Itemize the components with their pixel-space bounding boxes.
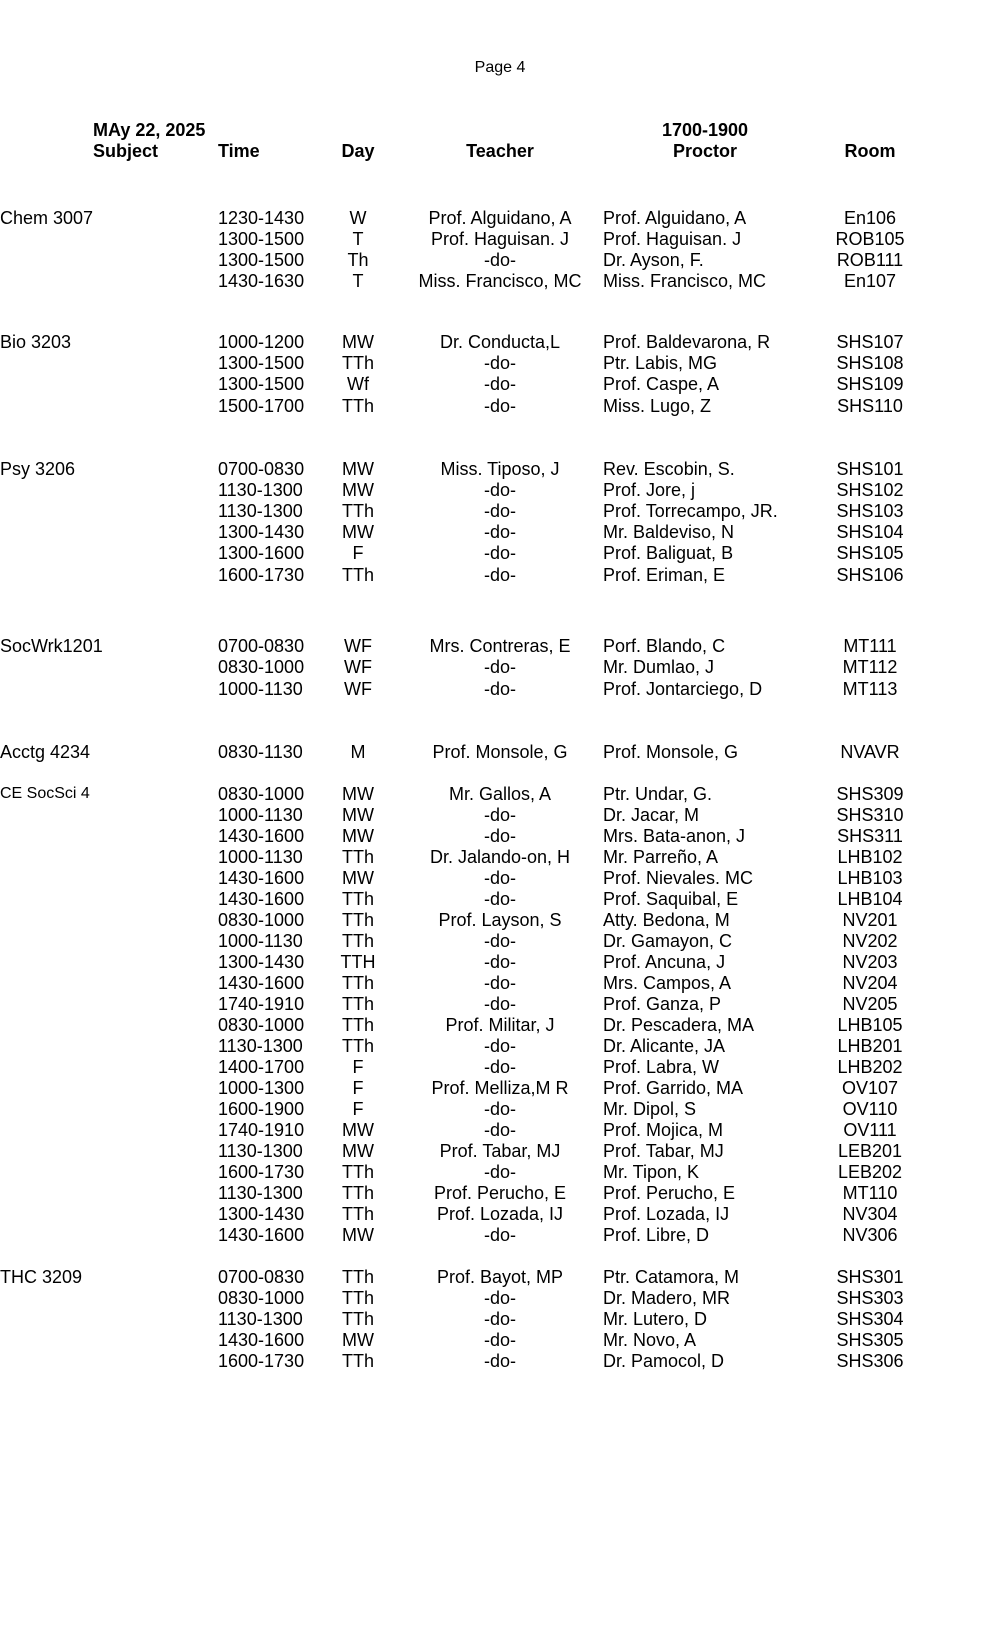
proctor-cell: Miss. Francisco, MC (603, 271, 767, 291)
table-row (0, 1182, 1000, 1204)
day-cell: TTh (341, 910, 374, 930)
time-cell: 1600-1900 (218, 1099, 305, 1119)
time-cell: 1300-1430 (218, 522, 305, 542)
column-header-proctor: Proctor (672, 141, 737, 161)
time-cell: 1430-1600 (218, 1330, 305, 1350)
room-cell: OV111 (843, 1120, 897, 1140)
day-cell: W (349, 208, 367, 228)
time-cell: 1740-1910 (218, 994, 305, 1014)
table-row (0, 867, 1000, 889)
day-cell: Wf (347, 374, 369, 394)
day-cell: MW (342, 784, 374, 804)
table-row (0, 542, 1000, 564)
day-cell: WF (344, 636, 372, 656)
table-row (0, 909, 1000, 931)
schedule-date: MAy 22, 2025 (93, 120, 206, 140)
proctor-cell: Prof. Eriman, E (603, 565, 726, 585)
day-cell: MW (342, 332, 374, 352)
room-cell: LEB202 (837, 1162, 903, 1182)
teacher-cell: -do- (483, 1036, 516, 1056)
day-cell: F (352, 1057, 364, 1077)
teacher-cell: Mrs. Contreras, E (429, 636, 571, 656)
teacher-cell: -do- (483, 931, 516, 951)
table-row (0, 993, 1000, 1015)
teacher-cell: -do- (483, 1288, 516, 1308)
room-cell: SHS103 (836, 501, 904, 521)
day-cell: TTh (341, 396, 374, 416)
teacher-cell: -do- (483, 1057, 516, 1077)
room-cell: SHS107 (836, 332, 904, 352)
time-cell: 1000-1130 (218, 847, 303, 867)
room-cell: NV205 (842, 994, 898, 1014)
teacher-cell: -do- (483, 1225, 516, 1245)
day-cell: TTh (341, 1351, 374, 1371)
time-cell: 1130-1300 (218, 1183, 303, 1203)
room-cell: NV306 (842, 1225, 898, 1245)
teacher-cell: Miss. Francisco, MC (418, 271, 582, 291)
teacher-cell: -do- (483, 994, 516, 1014)
room-cell: LHB103 (837, 868, 903, 888)
room-cell: SHS104 (836, 522, 904, 542)
table-row (0, 678, 1000, 700)
table-row (0, 500, 1000, 522)
teacher-cell: Dr. Conducta,L (439, 332, 561, 352)
room-cell: NVAVR (840, 742, 900, 762)
proctor-cell: Prof. Ganza, P (603, 994, 722, 1014)
proctor-cell: Prof. Torrecampo, JR. (603, 501, 778, 521)
time-cell: 1130-1300 (218, 501, 303, 521)
time-cell: 0830-1130 (218, 742, 303, 762)
room-cell: SHS311 (837, 826, 903, 846)
proctor-cell: Mrs. Campos, A (603, 973, 732, 993)
column-header-room: Room (844, 141, 896, 161)
table-row (0, 972, 1000, 994)
time-cell: 1600-1730 (218, 1351, 305, 1371)
room-cell: SHS108 (836, 353, 904, 373)
teacher-cell: Miss. Tiposo, J (440, 459, 560, 479)
time-cell: 1000-1130 (218, 805, 303, 825)
teacher-cell: -do- (483, 1120, 516, 1140)
time-cell: 1500-1700 (218, 396, 305, 416)
day-cell: MW (342, 868, 374, 888)
proctor-cell: Prof. Perucho, E (603, 1183, 736, 1203)
day-cell: MW (342, 1120, 374, 1140)
page-number: Page 4 (474, 59, 526, 76)
room-cell: LHB201 (837, 1036, 903, 1056)
proctor-cell: Mr. Dipol, S (603, 1099, 697, 1119)
table-row (0, 228, 1000, 250)
proctor-cell: Ptr. Labis, MG (603, 353, 718, 373)
table-row (0, 1056, 1000, 1078)
room-cell: SHS102 (836, 480, 904, 500)
room-cell: SHS105 (836, 543, 904, 563)
time-cell: 1000-1300 (218, 1078, 305, 1098)
time-cell: 1300-1500 (218, 229, 305, 249)
table-row (0, 1350, 1000, 1372)
proctor-cell: Prof. Jore, j (603, 480, 696, 500)
time-cell: 1300-1430 (218, 1204, 305, 1224)
table-row (0, 352, 1000, 374)
proctor-cell: Prof. Libre, D (603, 1225, 710, 1245)
teacher-cell: Dr. Jalando-on, H (429, 847, 571, 867)
proctor-cell: Rev. Escobin, S. (603, 459, 735, 479)
room-cell: OV107 (841, 1078, 899, 1098)
time-cell: 1430-1630 (218, 271, 305, 291)
day-cell: TTh (341, 889, 374, 909)
day-cell: TTh (341, 1309, 374, 1329)
day-cell: TTh (341, 1267, 374, 1287)
day-cell: F (352, 543, 364, 563)
day-cell: TTH (340, 952, 376, 972)
teacher-cell: -do- (483, 353, 516, 373)
table-row (0, 249, 1000, 271)
teacher-cell: -do- (483, 480, 516, 500)
subject-cell: Psy 3206 (0, 459, 76, 479)
table-row (0, 1161, 1000, 1183)
proctor-cell: Dr. Gamayon, C (603, 931, 733, 951)
time-cell: 1600-1730 (218, 1162, 305, 1182)
room-cell: SHS110 (837, 396, 903, 416)
time-cell: 1300-1500 (218, 250, 305, 270)
day-cell: TTh (341, 1162, 374, 1182)
time-cell: 0700-0830 (218, 1267, 305, 1287)
room-cell: LEB201 (837, 1141, 903, 1161)
column-header-day: Day (341, 141, 375, 161)
day-cell: TTh (341, 1288, 374, 1308)
proctor-cell: Mr. Dumlao, J (603, 657, 715, 677)
table-row (0, 1035, 1000, 1057)
proctor-cell: Prof. Baldevarona, R (603, 332, 771, 352)
teacher-cell: -do- (483, 1162, 516, 1182)
day-cell: TTh (341, 847, 374, 867)
day-cell: MW (342, 1225, 374, 1245)
room-cell: LHB202 (837, 1057, 903, 1077)
proctor-cell: Mrs. Bata-anon, J (603, 826, 746, 846)
room-cell: ROB105 (835, 229, 905, 249)
table-row (0, 1098, 1000, 1120)
day-cell: TTh (341, 1183, 374, 1203)
proctor-cell: Prof. Mojica, M (603, 1120, 724, 1140)
time-cell: 1000-1130 (218, 679, 303, 699)
table-row (0, 930, 1000, 952)
proctor-cell: Prof. Monsole, G (603, 742, 739, 762)
time-cell: 1130-1300 (218, 1309, 303, 1329)
room-cell: SHS303 (836, 1288, 904, 1308)
teacher-cell: Mr. Gallos, A (448, 784, 552, 804)
room-cell: SHS310 (836, 805, 904, 825)
room-cell: MT111 (843, 636, 897, 656)
day-cell: TTh (341, 565, 374, 585)
proctor-cell: Prof. Nievales. MC (603, 868, 754, 888)
room-cell: SHS101 (836, 459, 904, 479)
teacher-cell: -do- (483, 889, 516, 909)
proctor-cell: Prof. Tabar, MJ (603, 1141, 724, 1161)
table-row (0, 270, 1000, 292)
time-cell: 1300-1500 (218, 374, 305, 394)
time-cell: 1300-1500 (218, 353, 305, 373)
room-cell: NV202 (842, 931, 898, 951)
time-cell: 0830-1000 (218, 1015, 305, 1035)
table-row (0, 207, 1000, 229)
table-row (0, 1224, 1000, 1246)
proctor-cell: Dr. Ayson, F. (603, 250, 704, 270)
proctor-cell: Prof. Garrido, MA (603, 1078, 744, 1098)
table-row (0, 1287, 1000, 1309)
day-cell: MW (342, 480, 374, 500)
proctor-cell: Miss. Lugo, Z (603, 396, 712, 416)
table-row (0, 741, 1000, 763)
day-cell: F (352, 1099, 364, 1119)
teacher-cell: Prof. Layson, S (438, 910, 562, 930)
time-cell: 1600-1730 (218, 565, 305, 585)
time-cell: 0830-1000 (218, 910, 305, 930)
time-cell: 1230-1430 (218, 208, 305, 228)
table-row (0, 1014, 1000, 1036)
time-cell: 1400-1700 (218, 1057, 305, 1077)
room-cell: LHB104 (837, 889, 903, 909)
proctor-cell: Ptr. Undar, G. (603, 784, 713, 804)
proctor-cell: Prof. Caspe, A (603, 374, 720, 394)
proctor-cell: Dr. Alicante, JA (603, 1036, 726, 1056)
teacher-cell: Prof. Perucho, E (433, 1183, 567, 1203)
proctor-cell: Ptr. Catamora, M (603, 1267, 740, 1287)
teacher-cell: Prof. Bayot, MP (436, 1267, 564, 1287)
table-row (0, 888, 1000, 910)
table-row (0, 1266, 1000, 1288)
time-cell: 0700-0830 (218, 636, 305, 656)
room-cell: NV201 (842, 910, 898, 930)
room-cell: LHB102 (837, 847, 903, 867)
proctor-cell: Mr. Parreño, A (603, 847, 719, 867)
room-cell: OV110 (842, 1099, 898, 1119)
teacher-cell: -do- (483, 952, 516, 972)
proctor-cell: Dr. Pamocol, D (603, 1351, 725, 1371)
table-row (0, 1119, 1000, 1141)
teacher-cell: -do- (483, 250, 516, 270)
time-cell: 1430-1600 (218, 973, 305, 993)
time-cell: 0830-1000 (218, 657, 305, 677)
teacher-cell: Prof. Lozada, IJ (436, 1204, 564, 1224)
table-row (0, 635, 1000, 657)
day-cell: WF (344, 657, 372, 677)
time-cell: 1000-1200 (218, 332, 305, 352)
room-cell: SHS109 (836, 374, 904, 394)
table-row (0, 1308, 1000, 1330)
teacher-cell: Prof. Militar, J (445, 1015, 555, 1035)
room-cell: SHS309 (836, 784, 904, 804)
time-cell: 1430-1600 (218, 868, 305, 888)
proctor-cell: Mr. Lutero, D (603, 1309, 708, 1329)
table-row (0, 1140, 1000, 1162)
room-cell: MT112 (842, 657, 898, 677)
schedule-period: 1700-1900 (661, 120, 749, 140)
room-cell: En107 (843, 271, 897, 291)
subject-cell: Bio 3203 (0, 332, 72, 352)
table-row (0, 1077, 1000, 1099)
table-row (0, 479, 1000, 501)
day-cell: TTh (341, 994, 374, 1014)
proctor-cell: Prof. Alguidano, A (603, 208, 747, 228)
teacher-cell: Prof. Haguisan. J (430, 229, 570, 249)
day-cell: M (350, 742, 366, 762)
proctor-cell: Dr. Pescadera, MA (603, 1015, 755, 1035)
teacher-cell: -do- (483, 868, 516, 888)
room-cell: NV304 (842, 1204, 898, 1224)
time-cell: 0830-1000 (218, 1288, 305, 1308)
subject-cell: CE SocSci 4 (0, 785, 90, 802)
room-cell: NV204 (842, 973, 898, 993)
proctor-cell: Atty. Bedona, M (603, 910, 730, 930)
teacher-cell: -do- (483, 805, 516, 825)
teacher-cell: -do- (483, 826, 516, 846)
day-cell: TTh (341, 501, 374, 521)
table-row (0, 521, 1000, 543)
table-row (0, 458, 1000, 480)
room-cell: ROB111 (836, 250, 904, 270)
table-row (0, 846, 1000, 868)
room-cell: NV203 (842, 952, 898, 972)
proctor-cell: Prof. Ancuna, J (603, 952, 726, 972)
teacher-cell: Prof. Monsole, G (432, 742, 568, 762)
day-cell: T (352, 271, 364, 291)
day-cell: MW (342, 826, 374, 846)
day-cell: TTh (341, 1204, 374, 1224)
subject-cell: SocWrk1201 (0, 636, 103, 656)
teacher-cell: Prof. Alguidano, A (428, 208, 572, 228)
proctor-cell: Mr. Baldeviso, N (603, 522, 735, 542)
table-row (0, 331, 1000, 353)
subject-cell: Chem 3007 (0, 208, 94, 228)
teacher-cell: Prof. Melliza,M R (431, 1078, 569, 1098)
teacher-cell: -do- (483, 522, 516, 542)
teacher-cell: Prof. Tabar, MJ (439, 1141, 561, 1161)
teacher-cell: -do- (483, 501, 516, 521)
day-cell: TTh (341, 1036, 374, 1056)
time-cell: 1000-1130 (218, 931, 303, 951)
table-row (0, 825, 1000, 847)
day-cell: MW (342, 522, 374, 542)
teacher-cell: -do- (483, 973, 516, 993)
time-cell: 1300-1600 (218, 543, 305, 563)
proctor-cell: Dr. Jacar, M (603, 805, 700, 825)
time-cell: 1130-1300 (218, 1036, 303, 1056)
proctor-cell: Prof. Haguisan. J (603, 229, 742, 249)
day-cell: MW (342, 459, 374, 479)
table-row (0, 783, 1000, 805)
table-row (0, 656, 1000, 678)
day-cell: Th (347, 250, 369, 270)
teacher-cell: -do- (483, 1309, 516, 1329)
column-header-teacher: Teacher (466, 141, 534, 161)
teacher-cell: -do- (483, 374, 516, 394)
day-cell: T (352, 229, 364, 249)
proctor-cell: Porf. Blando, C (603, 636, 726, 656)
time-cell: 0830-1000 (218, 784, 305, 804)
time-cell: 1430-1600 (218, 889, 305, 909)
room-cell: SHS301 (836, 1267, 904, 1287)
teacher-cell: -do- (483, 543, 516, 563)
proctor-cell: Mr. Novo, A (603, 1330, 697, 1350)
day-cell: MW (342, 1141, 374, 1161)
table-row (0, 804, 1000, 826)
proctor-cell: Mr. Tipon, K (603, 1162, 700, 1182)
room-cell: LHB105 (837, 1015, 903, 1035)
room-cell: MT110 (842, 1183, 898, 1203)
proctor-cell: Prof. Baliguat, B (603, 543, 734, 563)
room-cell: SHS106 (836, 565, 904, 585)
time-cell: 0700-0830 (218, 459, 305, 479)
proctor-cell: Dr. Madero, MR (603, 1288, 731, 1308)
day-cell: TTh (341, 1015, 374, 1035)
time-cell: 1130-1300 (218, 1141, 303, 1161)
proctor-cell: Prof. Lozada, IJ (603, 1204, 730, 1224)
time-cell: 1130-1300 (218, 480, 303, 500)
teacher-cell: -do- (483, 1330, 516, 1350)
proctor-cell: Prof. Jontarciego, D (603, 679, 763, 699)
room-cell: En106 (843, 208, 897, 228)
day-cell: TTh (341, 931, 374, 951)
teacher-cell: -do- (483, 679, 516, 699)
day-cell: TTh (341, 973, 374, 993)
table-row (0, 373, 1000, 395)
room-cell: SHS304 (836, 1309, 904, 1329)
table-row (0, 564, 1000, 586)
proctor-cell: Prof. Labra, W (603, 1057, 720, 1077)
teacher-cell: -do- (483, 565, 516, 585)
column-header-time: Time (218, 141, 260, 161)
table-row (0, 1329, 1000, 1351)
subject-cell: Acctg 4234 (0, 742, 91, 762)
subject-cell: THC 3209 (0, 1267, 83, 1287)
teacher-cell: -do- (483, 1351, 516, 1371)
day-cell: TTh (341, 353, 374, 373)
table-row (0, 1203, 1000, 1225)
table-row (0, 951, 1000, 973)
room-cell: SHS305 (836, 1330, 904, 1350)
time-cell: 1300-1430 (218, 952, 305, 972)
room-cell: SHS306 (836, 1351, 904, 1371)
teacher-cell: -do- (483, 1099, 516, 1119)
day-cell: F (352, 1078, 364, 1098)
time-cell: 1430-1600 (218, 826, 305, 846)
time-cell: 1740-1910 (218, 1120, 305, 1140)
table-row (0, 395, 1000, 417)
column-header-subject: Subject (93, 141, 159, 161)
room-cell: MT113 (842, 679, 898, 699)
day-cell: WF (344, 679, 372, 699)
proctor-cell: Prof. Saquibal, E (603, 889, 739, 909)
teacher-cell: -do- (483, 657, 516, 677)
day-cell: MW (342, 1330, 374, 1350)
time-cell: 1430-1600 (218, 1225, 305, 1245)
day-cell: MW (342, 805, 374, 825)
teacher-cell: -do- (483, 396, 516, 416)
